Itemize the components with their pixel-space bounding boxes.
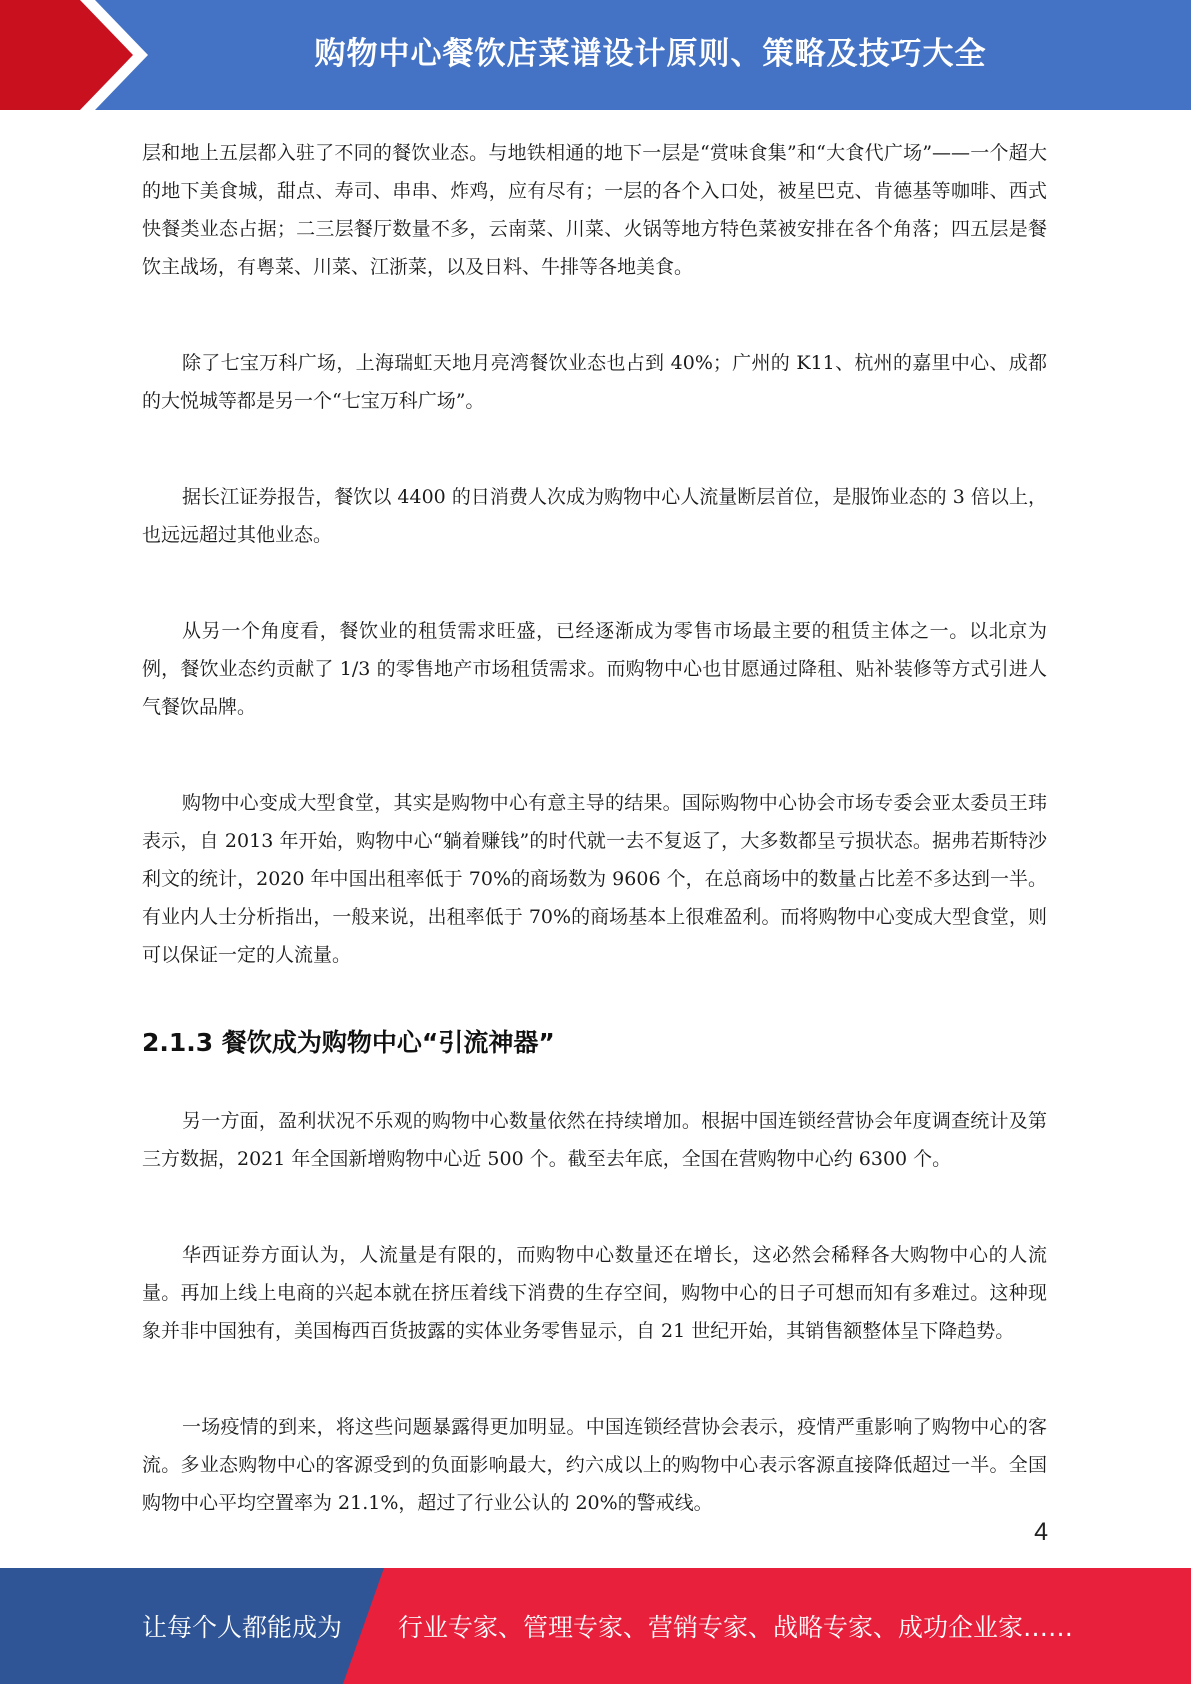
page-footer [0, 1568, 1191, 1684]
paragraph: 从另一个角度看，餐饮业的租赁需求旺盛，已经逐渐成为零售市场最主要的租赁主体之一。以北京为例，餐饮业态约贡献了 1/3 的零售地产市场租赁需求。而购物中心也甘愿通过降租、贴补装修等方式引进人气餐饮品牌。 [142, 620, 1047, 718]
page-number: 4 [1034, 1518, 1048, 1546]
paragraph: 据长江证券报告，餐饮以 4400 的日消费人次成为购物中心人流量断层首位，是服饰业态的 3 倍以上，也远远超过其他业态。 [142, 486, 1047, 546]
page-header [0, 0, 1191, 110]
footer-slogan-left: 让每个人都能成为 [142, 1613, 343, 1642]
paragraph: 一场疫情的到来，将这些问题暴露得更加明显。中国连锁经营协会表示，疫情严重影响了购物中心的客流。多业态购物中心的客源受到的负面影响最大，约六成以上的购物中心表示客源直接降低超过一半。全国购物中心平均空置率为 21.1%，超过了行业公认的 20%的警戒线。 [142, 1416, 1047, 1514]
header-title: 购物中心餐饮店菜谱设计原则、策略及技巧大全 [314, 35, 987, 72]
paragraph: 层和地上五层都入驻了不同的餐饮业态。与地铁相通的地下一层是“赏味食集”和“大食代广场”——一个超大的地下美食城，甜点、寿司、串串、炸鸡，应有尽有；一层的各个入口处，被星巴克、肯德基等咖啡、西式快餐类业态占据；二三层餐厅数量不多，云南菜、川菜、火锅等地方特色菜被安排在各个角落；四五层是餐饮主战场，有粤菜、川菜、江浙菜，以及日料、牛排等各地美食。 [142, 142, 1047, 278]
paragraph: 除了七宝万科广场，上海瑞虹天地月亮湾餐饮业态也占到 40%；广州的 K11、杭州的嘉里中心、成都的大悦城等都是另一个“七宝万科广场”。 [142, 352, 1047, 412]
section-heading: 2.1.3 餐饮成为购物中心“引流神器” [142, 1028, 555, 1057]
header-arrow-icon [0, 0, 160, 110]
paragraph: 另一方面，盈利状况不乐观的购物中心数量依然在持续增加。根据中国连锁经营协会年度调查统计及第三方数据，2021 年全国新增购物中心近 500 个。截至去年底，全国在营购物中心约 6300 个。 [142, 1110, 1047, 1170]
document-body [142, 134, 1047, 1580]
paragraph: 华西证券方面认为，人流量是有限的，而购物中心数量还在增长，这必然会稀释各大购物中心的人流量。再加上线上电商的兴起本就在挤压着线下消费的生存空间，购物中心的日子可想而知有多难过。这种现象并非中国独有，美国梅西百货披露的实体业务零售显示，自 21 世纪开始，其销售额整体呈下降趋势。 [142, 1244, 1047, 1342]
paragraph: 购物中心变成大型食堂，其实是购物中心有意主导的结果。国际购物中心协会市场专委会亚太委员王玮表示，自 2013 年开始，购物中心“躺着赚钱”的时代就一去不复返了，大多数都呈亏损状态。据弗若斯特沙利文的统计，2020 年中国出租率低于 70%的商场数为 9606 个，在总商场中的数量占比差不多达到一半。有业内人士分析指出，一般来说，出租率低于 70%的商场基本上很难盈利。而将购物中心变成大型食堂，则可以保证一定的人流量。 [142, 792, 1047, 966]
footer-slogan-right: 行业专家、管理专家、营销专家、战略专家、成功企业家…… [398, 1613, 1074, 1642]
